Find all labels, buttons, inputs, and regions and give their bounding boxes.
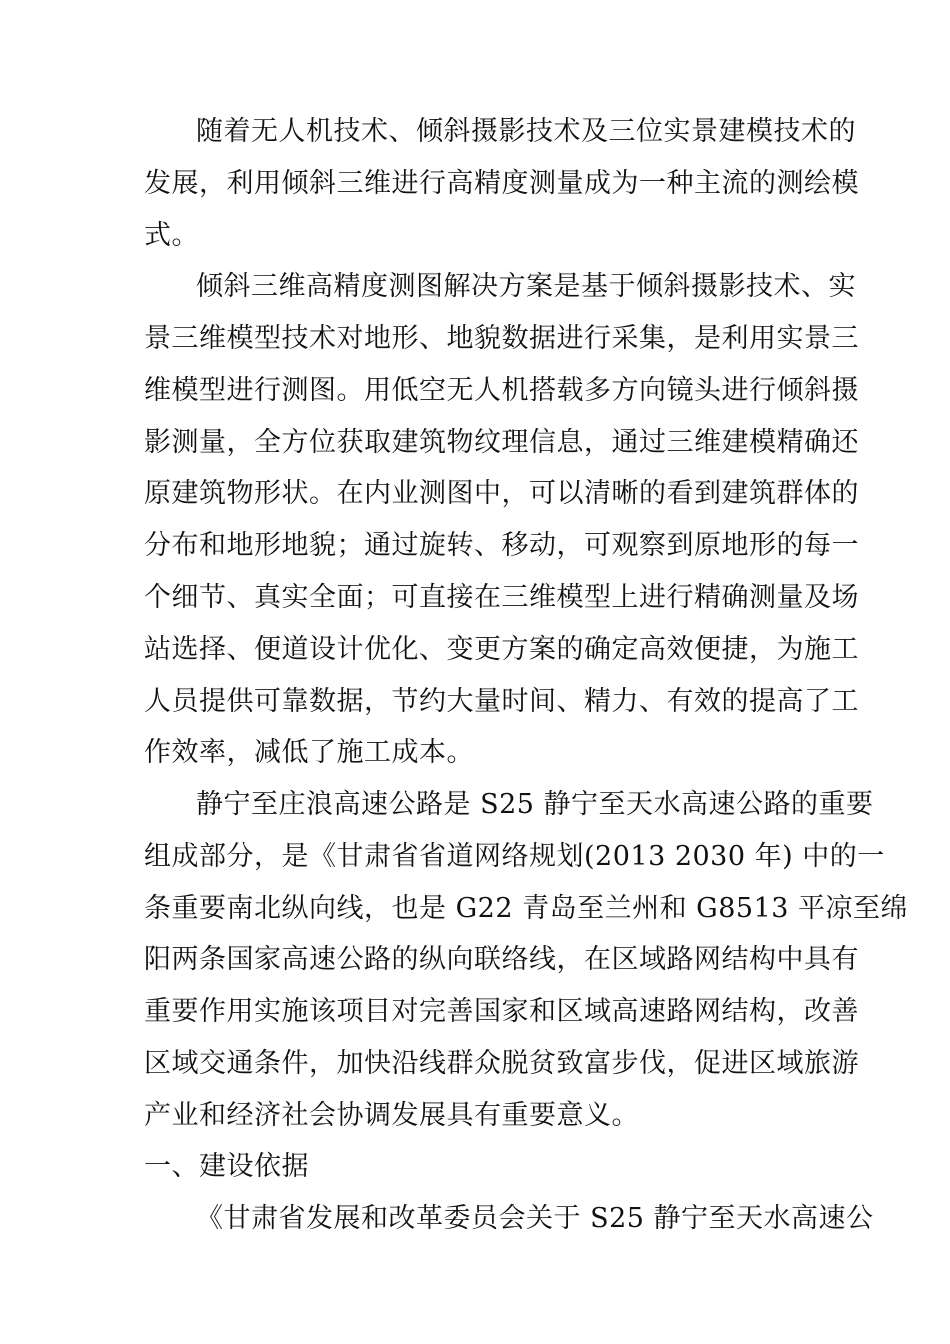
paragraph-2-line-7: 个细节、真实全面；可直接在三维模型上进行精确测量及场 [144,582,859,613]
paragraph-3-line-1: 静宁至庄浪高速公路是 S25 静宁至天水高速公路的重要 [196,789,874,820]
paragraph-1-line-3: 式。 [144,220,199,251]
paragraph-2-line-10: 作效率，减低了施工成本。 [144,737,474,768]
paragraph-3-line-2: 组成部分，是《甘肃省省道网络规划(2013 2030 年) 中的一 [144,841,885,872]
paragraph-1-line-1: 随着无人机技术、倾斜摄影技术及三位实景建模技术的 [196,116,856,147]
paragraph-3-line-4: 阳两条国家高速公路的纵向联络线，在区域路网结构中具有 [144,944,859,975]
paragraph-1-line-2: 发展，利用倾斜三维进行高精度测量成为一种主流的测绘模 [144,168,859,199]
paragraph-2-line-1: 倾斜三维高精度测图解决方案是基于倾斜摄影技术、实 [196,271,856,302]
paragraph-2-line-8: 站选择、便道设计优化、变更方案的确定高效便捷，为施工 [144,634,859,665]
paragraph-2-line-5: 原建筑物形状。在内业测图中，可以清晰的看到建筑群体的 [144,478,859,509]
paragraph-3-line-7: 产业和经济社会协调发展具有重要意义。 [144,1100,639,1131]
paragraph-2-line-3: 维模型进行测图。用低空无人机搭载多方向镜头进行倾斜摄 [144,375,859,406]
paragraph-2-line-6: 分布和地形地貌；通过旋转、移动，可观察到原地形的每一 [144,530,859,561]
paragraph-3-line-5: 重要作用实施该项目对完善国家和区域高速路网结构，改善 [144,996,859,1027]
paragraph-2-line-4: 影测量，全方位获取建筑物纹理信息，通过三维建模精确还 [144,427,859,458]
paragraph-3-line-6: 区域交通条件，加快沿线群众脱贫致富步伐，促进区域旅游 [144,1048,859,1079]
paragraph-4-line-1: 《甘肃省发展和改革委员会关于 S25 静宁至天水高速公 [196,1203,874,1234]
section-heading: 一、建设依据 [144,1151,309,1182]
paragraph-3-line-3: 条重要南北纵向线，也是 G22 青岛至兰州和 G8513 平凉至绵 [144,893,909,924]
paragraph-2-line-2: 景三维模型技术对地形、地貌数据进行采集，是利用实景三 [144,323,859,354]
paragraph-2-line-9: 人员提供可靠数据，节约大量时间、精力、有效的提高了工 [144,686,859,717]
